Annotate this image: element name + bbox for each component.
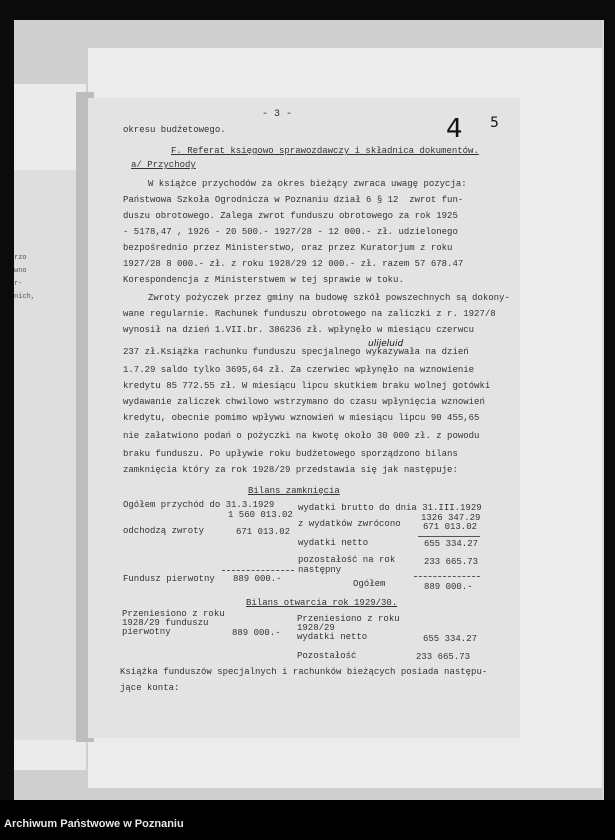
text-line: W książce przychodów za okres bieżący zwraca uwagę pozycja: (148, 179, 467, 189)
text-line: Państwowa Szkoła Ogrodnicza w Poznaniu dział 6 § 12 zwrot fun- (123, 195, 464, 205)
opening-right-label: wydatki netto (297, 632, 368, 642)
sum-line (418, 536, 480, 537)
text-line: Zwroty pożyczek przez gminy na budowę szkół powszechnych są dokony- (148, 293, 510, 303)
balance-left-label: Ogółem przychód do 31.3.1929 (123, 500, 275, 510)
balance-opening-title: Bilans otwarcia rok 1929/30. (246, 598, 398, 608)
balance-right-label: następny (298, 565, 342, 575)
opening-right-label: Pozostałość (297, 651, 357, 661)
text-line: Książka funduszów specjalnych i rachunków bieżących posiada następu- (120, 667, 488, 677)
opening-left-value: 889 000.- (232, 628, 281, 638)
balance-closing-title: Bilans zamknięcia (248, 486, 340, 496)
text-line: wydawanie zaliczek chwilowo wstrzymano do czasu wpłynięcia wznowień (123, 397, 485, 407)
handwritten-annotation: ulijeluid (368, 339, 404, 349)
text-line: - 5178,47 , 1926 - 20 500.- 1927/28 - 12 000.- zł. udzielonego (123, 227, 458, 237)
text-line: 1.7.29 saldo tylko 3695,64 zł. Za czerwiec wpłynęło na wznowienie (123, 365, 475, 375)
archive-footer-bar (0, 800, 615, 840)
text-line: 1927/28 8 000.- zł. z roku 1928/29 12 000.- zł. razem 57 678.47 (123, 259, 464, 269)
opening-right-label: 1928/29 (297, 623, 335, 633)
opening-right-label: Przeniesiono z roku (297, 614, 400, 624)
text-line: Korespondencja z Ministerstwem w tej sprawie w toku. (123, 275, 404, 285)
opening-right-value: 655 334.27 (423, 634, 478, 644)
text-line: jące konta: (120, 683, 180, 693)
balance-right-value: 233 665.73 (424, 557, 479, 567)
balance-left-label: Fundusz pierwotny (123, 574, 215, 584)
handwritten-folio: 4 (446, 114, 463, 144)
balance-right-label: z wydatków zwrócono (298, 519, 401, 529)
balance-right-label: pozostałość na rok (298, 555, 396, 565)
text-line: bezpośrednio przez Ministerstwo, oraz przez Kuratorjum z roku (123, 243, 453, 253)
balance-right-label: Ogółem (353, 579, 386, 589)
scan-background (14, 20, 604, 800)
section-heading: F. Referat księgowo sprawozdawczy i składnica dokumentów. (171, 146, 479, 156)
text-line: kredytu, obecnie pomimo wpływu wznowień w miesiącu lipcu 90 455,65 (123, 413, 480, 423)
text-line: okresu budżetowego. (123, 125, 226, 135)
sum-line (414, 576, 480, 577)
balance-left-value: 1 560 013.02 (228, 510, 293, 520)
opening-left-label: 1928/29 funduszu (122, 618, 209, 628)
opening-left-label: Przeniesiono z roku (122, 609, 225, 619)
balance-right-value: 671 013.02 (423, 522, 478, 532)
opening-right-value: 233 665.73 (416, 652, 471, 662)
balance-right-value: 655 334.27 (424, 539, 479, 549)
balance-right-value: 1326 347.29 (421, 513, 481, 523)
sum-line (222, 570, 294, 571)
handwritten-folio-secondary: 5 (490, 115, 499, 131)
balance-left-label: odchodzą zwroty (123, 526, 205, 536)
page-number: - 3 - (262, 109, 293, 120)
subsection-heading: a/ Przychody (131, 160, 196, 170)
text-line: zamknięcia który za rok 1928/29 przedstawia się jak następuje: (123, 465, 458, 475)
balance-right-label: wydatki netto (298, 538, 369, 548)
text-line: 237 zł.Książka rachunku funduszu specjalnego wykazywała na dzień (123, 347, 469, 357)
balance-left-value: 889 000.- (233, 574, 282, 584)
balance-left-value: 671 013.02 (236, 527, 291, 537)
text-line: nie załatwiono podań o pożyczki na kwotę około 30 000 zł. z powodu (123, 431, 480, 441)
text-line: duszu obrotowego. Zalega zwrot funduszu obrotowego za rok 1925 (123, 211, 458, 221)
text-line: braku funduszu. Po upływie roku budżetowego sporządzono bilans (123, 449, 458, 459)
balance-right-label: wydatki brutto do dnia 31.III.1929 (298, 503, 482, 513)
text-line: wynosił na dzień 1.VII.br. 386236 zł. wpłynęło w miesiącu czerwcu (123, 325, 475, 335)
text-line: kredytu 85 772.55 zł. W miesiącu lipcu skutkiem braku wolnej gotówki (123, 381, 491, 391)
balance-right-value: 889 000.- (424, 582, 473, 592)
margin-fragment-text: rzo wno r- nich, (14, 254, 36, 301)
opening-left-label: pierwotny (122, 627, 171, 637)
text-line: wane regularnie. Rachunek funduszu obrotowego na zaliczki z r. 1927/8 (123, 309, 496, 319)
archive-caption: Archiwum Państwowe w Poznaniu (4, 818, 184, 830)
